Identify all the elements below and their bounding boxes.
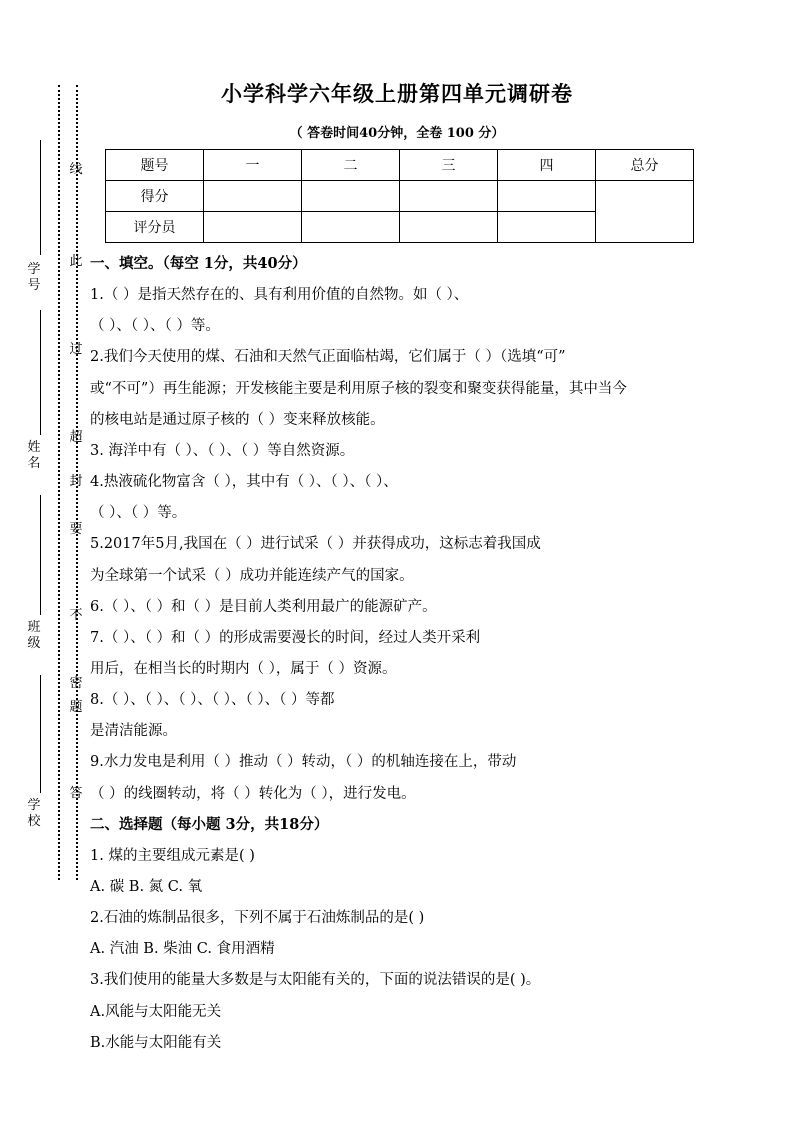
- score-cell[interactable]: [302, 181, 400, 212]
- question-line: A. 汽油 B. 柴油 C. 食用酒精: [90, 941, 275, 958]
- seal-char: 过: [69, 342, 83, 357]
- question-line: 用后，在相当长的时期内（ ），属于（ ）资源。: [90, 660, 397, 677]
- question-line: A.风能与太阳能无关: [90, 1003, 222, 1020]
- student-id-label: 学号: [27, 262, 41, 293]
- name-label: 姓名: [27, 440, 41, 471]
- class-label: 班级: [27, 620, 41, 651]
- score-row: [106, 181, 694, 212]
- question-line: 9.水力发电是利用（ ）推动（ ）转动，（ ）的机轴连接在上，带动: [90, 754, 517, 771]
- grader-cell[interactable]: [498, 212, 596, 243]
- seal-char: 线: [69, 162, 83, 177]
- seal-char: 超: [69, 430, 83, 445]
- question-line: 6.（ ）、（ ）和（ ）是目前人类利用最广的能源矿产。: [90, 598, 437, 615]
- question-line: （ ）的线圈转动，将（ ）转化为（ ），进行发电。: [90, 785, 416, 802]
- score-header-cell: 题号: [106, 150, 204, 181]
- binding-line-outer: [58, 85, 60, 880]
- page-subtitle: （ 答卷时间40分钟，全卷 100 分）: [289, 126, 505, 141]
- school-field[interactable]: [40, 675, 41, 793]
- question-line: 的核电站是通过原子核的（ ）变来释放核能。: [90, 411, 385, 428]
- name-field[interactable]: [40, 310, 41, 435]
- question-line: 1. 煤的主要组成元素是( ): [90, 847, 255, 864]
- seal-char: 答: [69, 786, 83, 801]
- question-line: B.水能与太阳能有关: [90, 1034, 222, 1051]
- seal-char: 题: [69, 700, 83, 715]
- question-line: 2.石油的炼制品很多，下列不属于石油炼制品的是( ): [90, 910, 425, 927]
- seal-char: 不: [69, 608, 83, 623]
- grader-cell[interactable]: [204, 212, 302, 243]
- section-heading: 二、选择题（每小题 3分，共18分）: [90, 815, 329, 833]
- score-header-cell: 四: [498, 150, 596, 181]
- question-line: 5.2017年5月,我国在（ ）进行试采（ ）并获得成功，这标志着我国成: [90, 536, 541, 553]
- page-title: 小学科学六年级上册第四单元调研卷: [221, 81, 573, 106]
- school-label: 学校: [27, 798, 41, 829]
- question-line: 是清洁能源。: [90, 723, 177, 740]
- total-score-cell[interactable]: [596, 181, 694, 243]
- score-row-label: 得分: [106, 181, 204, 212]
- score-cell[interactable]: [204, 181, 302, 212]
- student-id-field[interactable]: [40, 140, 41, 255]
- seal-char: 封: [69, 474, 83, 489]
- question-line: 或“不可”）再生能源；开发核能主要是利用原子核的裂变和聚变获得能量，其中当今: [90, 380, 627, 397]
- score-cell[interactable]: [498, 181, 596, 212]
- seal-char: 此: [69, 254, 83, 269]
- question-line: 8.（ ）、（ ）、（ ）、（ ）、（ ）、（ ）等都: [90, 692, 335, 709]
- score-table-header-row: [106, 150, 694, 181]
- score-cell[interactable]: [400, 181, 498, 212]
- score-header-cell: 一: [204, 150, 302, 181]
- question-line: 4.热液硫化物富含（ ），其中有（ ）、（ ）、（ ）、: [90, 474, 398, 491]
- score-header-cell: 二: [302, 150, 400, 181]
- section-heading: 一、填空。（每空 1分，共40分）: [90, 255, 307, 272]
- question-line: （ ）、（ ）、（ ）等。: [90, 318, 220, 335]
- question-line: 3.我们使用的能量大多数是与太阳能有关的，下面的说法错误的是( )。: [90, 972, 541, 989]
- seal-char: 密: [69, 676, 83, 691]
- score-table: [105, 149, 694, 243]
- question-line: A. 碳 B. 氮 C. 氧: [90, 879, 203, 895]
- question-line: 2.我们今天使用的煤、石油和天然气正面临枯竭，它们属于（ ）（选填“可”: [90, 349, 566, 366]
- question-line: 为全球第一个试采（ ）成功并能连续产气的国家。: [90, 567, 414, 584]
- question-line: 3. 海洋中有（ ）、（ ）、（ ）等自然资源。: [90, 442, 355, 459]
- grader-cell[interactable]: [302, 212, 400, 243]
- score-header-cell: 总分: [596, 150, 694, 181]
- grader-cell[interactable]: [400, 212, 498, 243]
- question-line: （ ）、（ ）等。: [90, 505, 187, 522]
- class-field[interactable]: [40, 495, 41, 615]
- question-line: 7.（ ）、（ ）和（ ）的形成需要漫长的时间，经过人类开采利: [90, 629, 481, 646]
- seal-char: 要: [69, 522, 83, 537]
- grader-row-label: 评分员: [106, 212, 204, 243]
- score-header-cell: 三: [400, 150, 498, 181]
- question-line: 1.（ ）是指天然存在的、具有利用价值的自然物。如（ ）、: [90, 287, 469, 304]
